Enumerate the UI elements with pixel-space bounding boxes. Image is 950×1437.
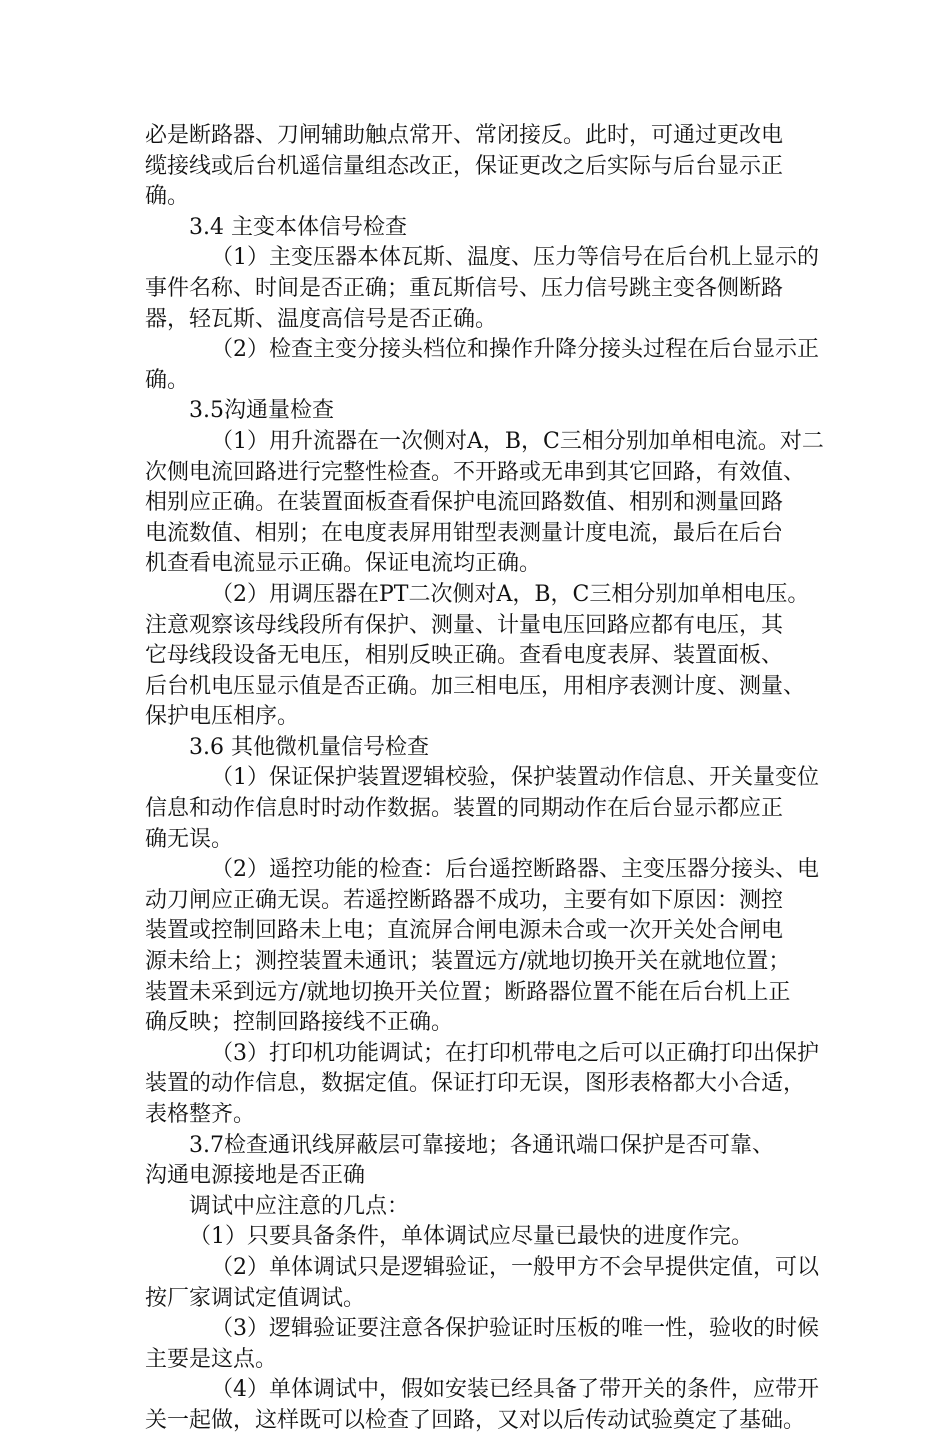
text-line: 次侧电流回路进行完整性检查。不开路或无串到其它回路，有效值、 [145, 459, 806, 485]
text-line: 缆接线或后台机遥信量组态改正，保证更改之后实际与后台显示正 [145, 153, 784, 179]
text-line: （1）用升流器在一次侧对A，B，C三相分别加单相电流。对二 [211, 428, 824, 454]
paragraph [145, 1222, 810, 1253]
text-line: 装置的动作信息，数据定值。保证打印无误，图形表格都大小合适， [145, 1071, 806, 1097]
text-line: 关一起做，这样既可以检查了回路，又对以后传动试验奠定了基础。 [145, 1407, 806, 1433]
paragraph [145, 1314, 819, 1375]
paragraph [145, 121, 810, 213]
paragraph [145, 1192, 810, 1223]
text-line: （1）只要具备条件，单体调试应尽量已最快的进度作完。 [189, 1224, 753, 1250]
text-line: 必是断路器、刀闸辅助触点常开、常闭接反。此时，可通过更改电 [145, 123, 784, 148]
paragraph [145, 855, 819, 1039]
text-line: 相别应正确。在装置面板查看保护电流回路数值、相别和测量回路 [145, 490, 784, 516]
text-line: （1）主变压器本体瓦斯、温度、压力等信号在后台机上显示的 [211, 245, 819, 271]
paragraph [145, 1253, 819, 1314]
text-line: 沟通电源接地是否正确 [145, 1163, 366, 1189]
paragraph [145, 243, 819, 335]
text-line: （2）遥控功能的检查：后台遥控断路器、主变压器分接头、电 [211, 857, 819, 883]
text-line: （1）保证保护装置逻辑校验，保护装置动作信息、开关量变位 [211, 765, 819, 791]
text-line: 3.7检查通讯线屏蔽层可靠接地；各通讯端口保护是否可靠、 [189, 1132, 774, 1158]
text-line: 装置未采到远方/就地切换开关位置；断路器位置不能在后台机上正 [145, 979, 791, 1005]
paragraph [145, 396, 810, 427]
text-line: 后台机电压显示值是否正确。加三相电压，用相序表测计度、测量、 [145, 673, 806, 699]
text-line: 动刀闸应正确无误。若遥控断路器不成功，主要有如下原因：测控 [145, 887, 784, 913]
paragraph [145, 427, 824, 580]
text-line: 确。 [145, 367, 190, 393]
paragraph [145, 580, 810, 733]
text-line: 事件名称、时间是否正确；重瓦斯信号、压力信号跳主变各侧断路 [145, 275, 784, 301]
text-line: 3.6 其他微机量信号检查 [189, 734, 429, 760]
text-line: 确无误。 [145, 826, 234, 852]
text-line: （4）单体调试中，假如安装已经具备了带开关的条件，应带开 [211, 1377, 819, 1403]
text-line: 主要是这点。 [145, 1346, 278, 1372]
text-line: 电流数值、相别；在电度表屏用钳型表测量计度电流，最后在后台 [145, 520, 784, 546]
text-line: 3.4 主变本体信号检查 [189, 214, 407, 240]
text-line: 确。 [145, 184, 190, 210]
text-line: 调试中应注意的几点： [189, 1193, 410, 1219]
text-line: 注意观察该母线段所有保护、测量、计量电压回路应都有电压，其 [145, 612, 784, 638]
text-line: 确反映；控制回路接线不正确。 [145, 1010, 454, 1036]
text-line: 器，轻瓦斯、温度高信号是否正确。 [145, 306, 498, 332]
text-line: 表格整齐。 [145, 1102, 256, 1127]
text-line: （2）用调压器在PT二次侧对A，B，C三相分别加单相电压。 [211, 581, 810, 607]
text-line: 按厂家调试定值调试。 [145, 1285, 366, 1311]
text-line: 保护电压相序。 [145, 704, 300, 730]
text-line: 装置或控制回路未上电；直流屏合闸电源未合或一次开关处合闸电 [145, 918, 784, 944]
paragraph [145, 763, 819, 855]
text-line: （2）检查主变分接头档位和操作升降分接头过程在后台显示正 [211, 337, 819, 363]
paragraph [145, 213, 810, 244]
paragraph [145, 733, 810, 764]
paragraph [145, 1131, 810, 1192]
text-line: 3.5沟通量检查 [189, 398, 334, 424]
paragraph [145, 335, 819, 396]
text-line: 信息和动作信息时时动作数据。装置的同期动作在后台显示都应正 [145, 796, 784, 822]
text-line: 机查看电流显示正确。保证电流均正确。 [145, 551, 542, 577]
paragraph [145, 1039, 819, 1131]
text-line: 它母线段设备无电压，相别反映正确。查看电度表屏、装置面板、 [145, 643, 784, 669]
text-line: （3）打印机功能调试；在打印机带电之后可以正确打印出保护 [211, 1040, 819, 1066]
document-body [145, 121, 824, 1437]
text-line: 源未给上；测控装置未通讯；装置远方/就地切换开关在就地位置； [145, 949, 791, 975]
text-line: （3）逻辑验证要注意各保护验证时压板的唯一性，验收的时候 [211, 1316, 819, 1342]
paragraph [145, 1375, 819, 1436]
text-line: （2）单体调试只是逻辑验证，一般甲方不会早提供定值，可以 [211, 1254, 819, 1280]
